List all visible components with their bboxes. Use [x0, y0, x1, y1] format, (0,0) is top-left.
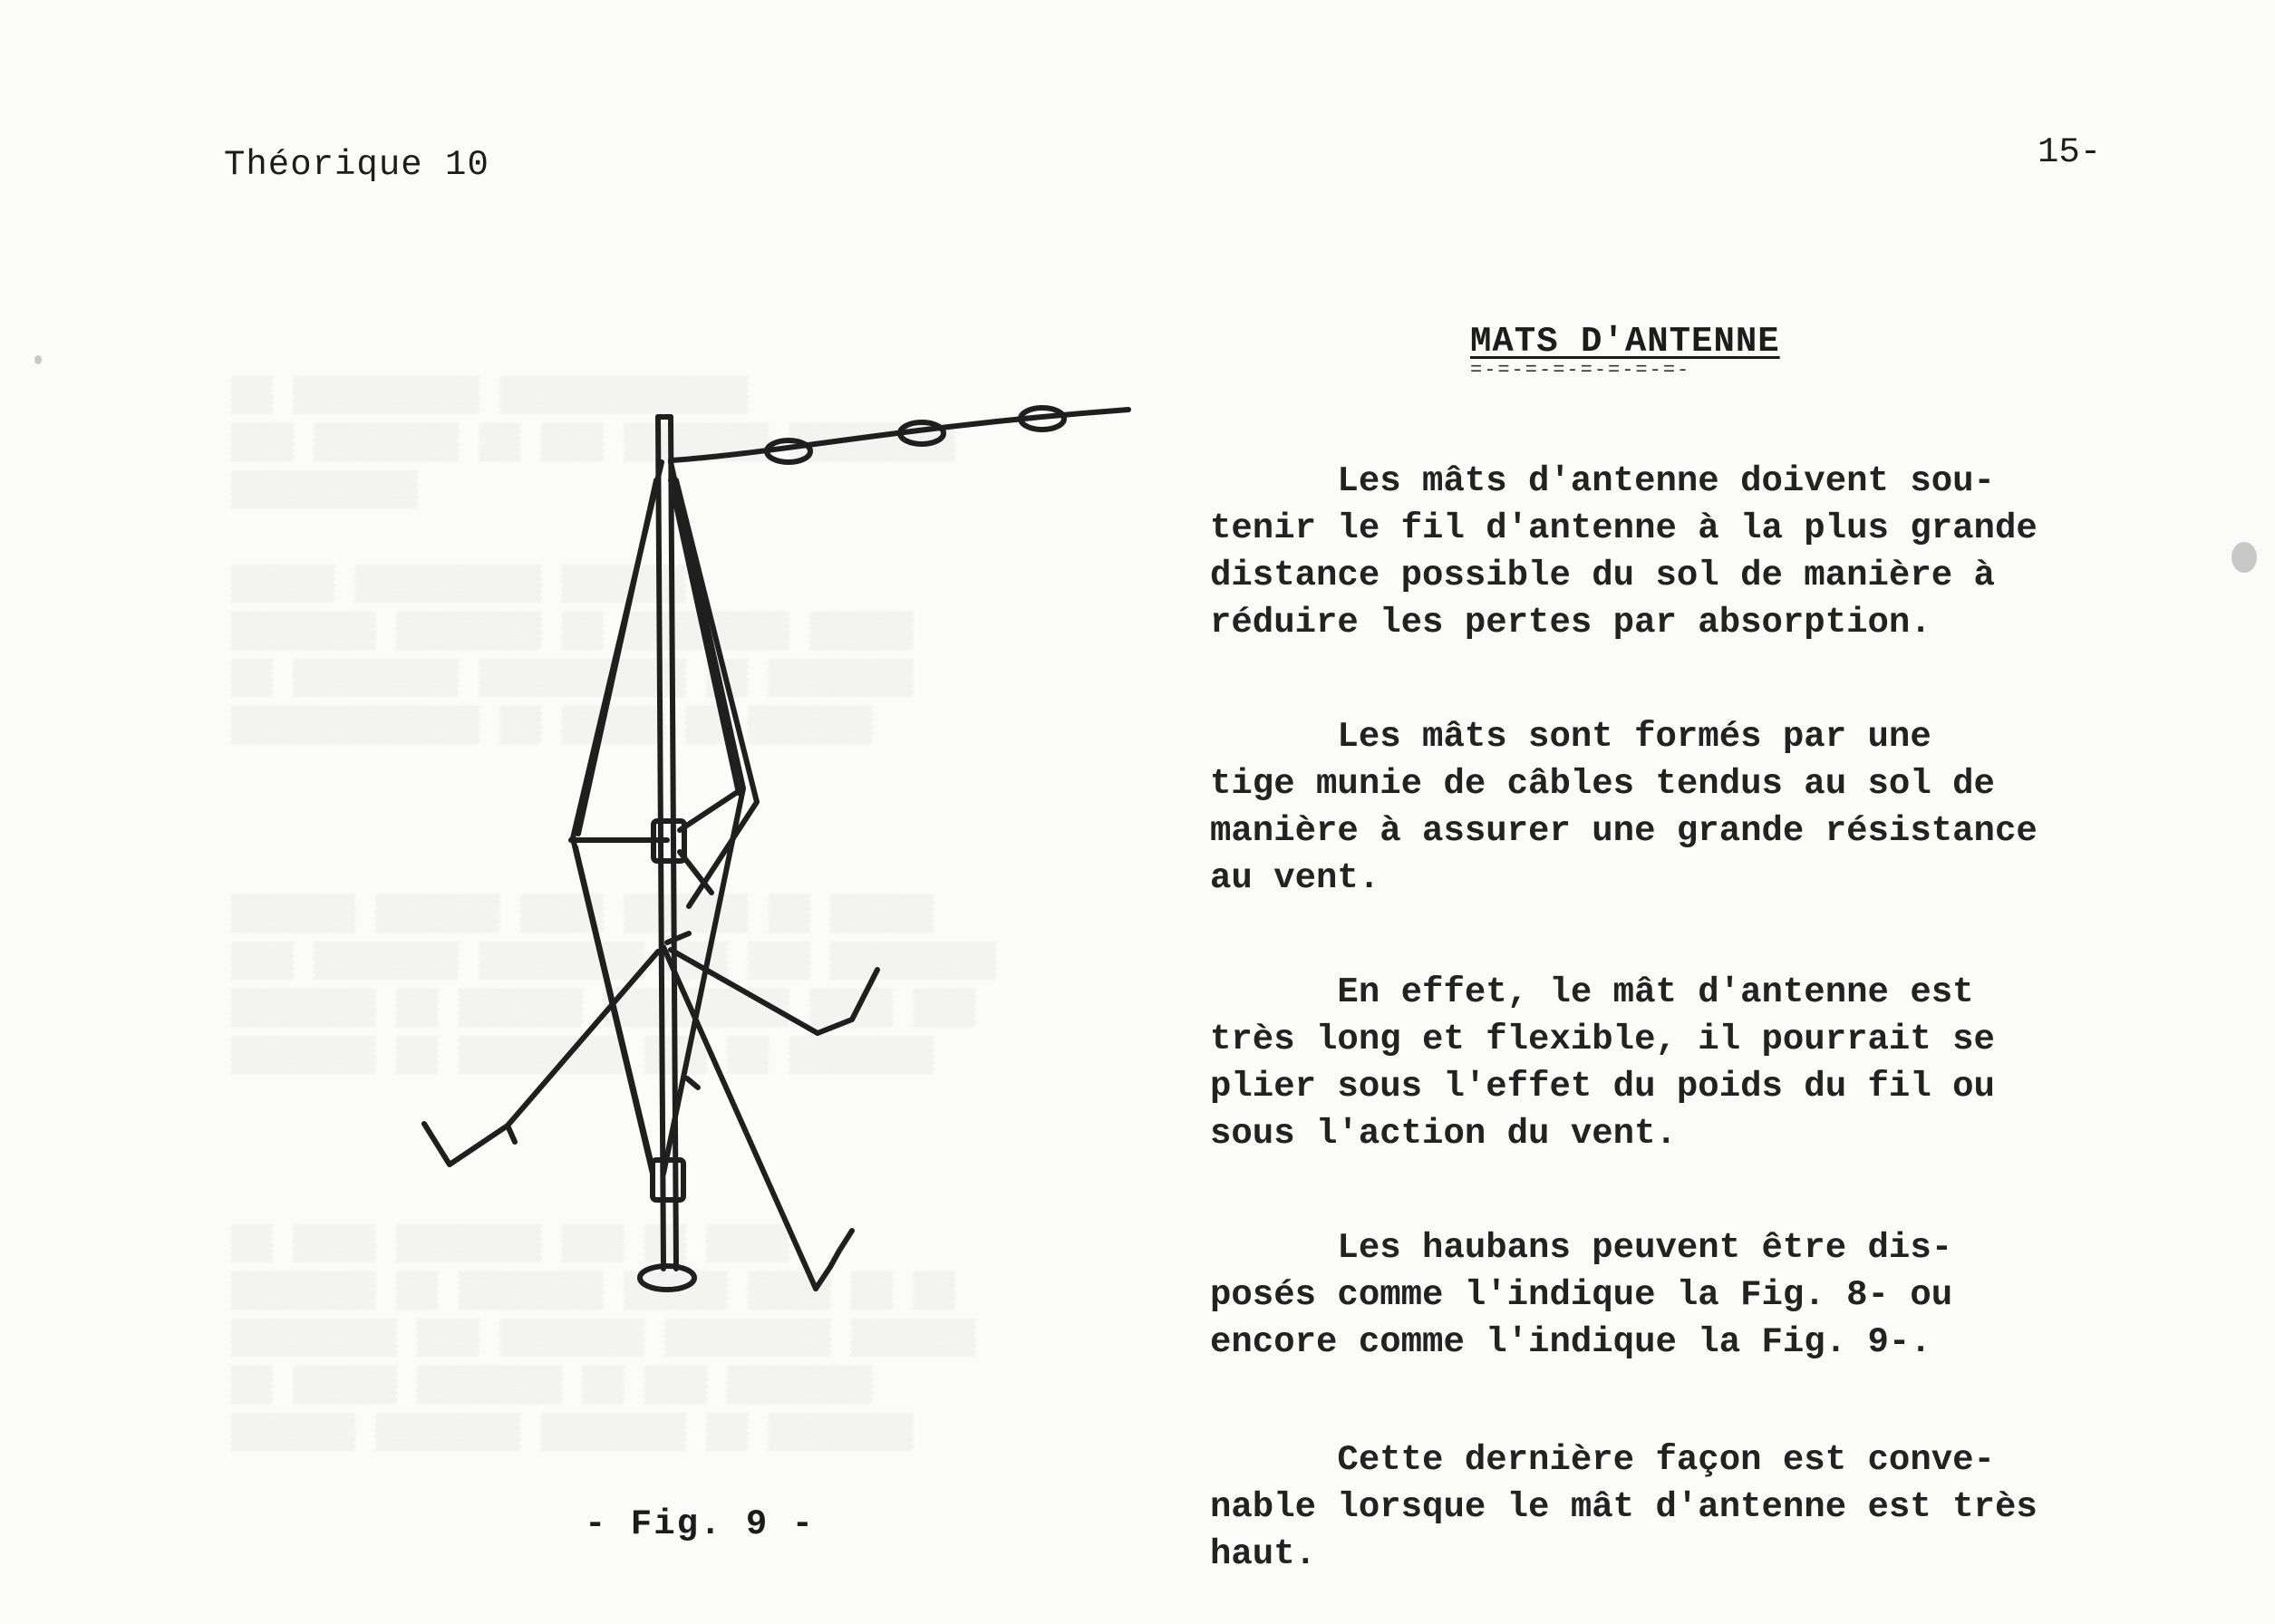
paragraph	[1210, 969, 2171, 1157]
page-number: 15-	[2038, 132, 2102, 172]
paragraph-line: réduire les pertes par absorption.	[1210, 603, 1931, 643]
paragraph-line: tige munie de câbles tendus au sol de	[1210, 764, 1995, 804]
running-header: Théorique 10	[224, 145, 489, 185]
paragraph-line: En effet, le mât d'antenne est	[1210, 972, 1974, 1012]
mast-base	[640, 1160, 694, 1290]
paragraph	[1210, 713, 2171, 902]
paragraph-line: Cette dernière façon est conve-	[1210, 1440, 1995, 1480]
scan-speck	[34, 355, 42, 364]
paragraph-line: tenir le fil d'antenne à la plus grande	[1210, 508, 2038, 548]
antenna-wire	[671, 408, 1128, 462]
paragraph	[1210, 1224, 2171, 1366]
paragraph-line: Les mâts d'antenne doivent sou-	[1210, 461, 1995, 501]
bleed-through-texture: ▒▒ ▒▒▒▒▒▒▒▒▒ ▒▒▒▒▒▒▒▒▒▒▒▒ ▒▒▒ ▒▒▒▒▒▒▒ ▒▒ ▒▒▒ ▒▒▒▒▒▒▒ ▒▒▒▒▒▒▒▒ ▒▒▒▒▒▒▒▒▒ ▒▒▒▒▒ ▒▒▒▒▒▒▒▒▒ ▒▒▒▒▒▒ ▒▒▒▒▒▒▒ ▒▒▒▒▒▒▒ ▒▒ ▒▒▒▒▒▒▒▒ ▒▒▒▒▒ ▒▒ ▒▒▒▒▒▒▒▒ ▒▒▒▒▒▒▒▒▒▒ ▒▒ ▒▒▒▒▒▒▒ ▒▒▒▒▒▒▒▒▒▒▒▒ ▒▒ ▒▒▒▒▒ ▒▒ ▒▒▒▒▒▒ ▒▒▒▒▒▒ ▒▒▒▒▒▒ ▒▒▒▒ ▒▒▒▒▒▒ ▒▒ ▒▒▒▒▒ ▒▒▒ ▒▒▒▒▒▒▒ ▒▒▒▒▒▒▒▒ ▒▒▒ ▒▒▒ ▒▒▒▒▒▒▒▒ ▒▒▒▒▒▒▒ ▒▒ ▒▒▒▒▒▒ ▒▒▒▒▒▒▒▒▒ ▒▒▒▒ ▒▒▒ ▒▒▒▒▒▒▒ ▒▒ ▒▒▒▒▒▒▒▒ ▒▒▒ ▒▒ ▒▒▒▒▒▒▒ ▒▒ ▒▒▒▒ ▒▒▒▒▒▒▒ ▒▒▒ ▒▒ ▒▒▒▒ ▒▒▒▒▒▒▒ ▒▒ ▒▒▒▒▒▒▒ ▒▒▒▒▒ ▒▒▒▒ ▒▒ ▒▒ ▒▒▒▒▒▒▒▒ ▒▒▒ ▒▒▒▒▒▒▒ ▒▒▒▒▒▒▒▒ ▒▒▒▒▒▒ ▒▒ ▒▒▒▒▒ ▒▒▒▒▒▒▒ ▒▒ ▒▒▒ ▒▒▒▒▒▒▒ ▒▒▒▒▒▒ ▒▒▒▒▒▒▒ ▒▒▒▒▒▒▒ ▒▒ ▒▒▒▒▒▒▒	[231, 377, 996, 1453]
paragraph	[1210, 458, 2171, 646]
figure-caption: - Fig. 9 -	[585, 1504, 816, 1544]
paragraph-line: plier sous l'effet du poids du fil ou	[1210, 1067, 1995, 1107]
ground-stakes	[424, 970, 877, 1289]
paragraph-line: nable lorsque le mât d'antenne est très	[1210, 1487, 2038, 1527]
section-title-rule: =-=-=-=-=-=-=-=-	[1470, 359, 1691, 382]
paragraph-line: distance possible du sol de manière à	[1210, 556, 1995, 595]
paragraph-line: sous l'action du vent.	[1210, 1114, 1677, 1154]
paragraph-line: haut.	[1210, 1534, 1317, 1574]
scan-speck	[2231, 542, 2257, 573]
paragraph-line: Les haubans peuvent être dis-	[1210, 1228, 1953, 1268]
paragraph-line: manière à assurer une grande résistance	[1210, 811, 2038, 851]
paragraph-line: posés comme l'indique la Fig. 8- ou	[1210, 1275, 1953, 1315]
paragraph	[1210, 1436, 2171, 1578]
paragraph-line: encore comme l'indique la Fig. 9-.	[1210, 1322, 1931, 1362]
paragraph-line: au vent.	[1210, 858, 1380, 898]
antenna-mast-figure	[399, 399, 1142, 1305]
paragraph-line: Les mâts sont formés par une	[1210, 717, 1931, 757]
section-title: MATS D'ANTENNE	[1470, 322, 1780, 362]
paragraph-line: très long et flexible, il pourrait se	[1210, 1020, 1995, 1059]
